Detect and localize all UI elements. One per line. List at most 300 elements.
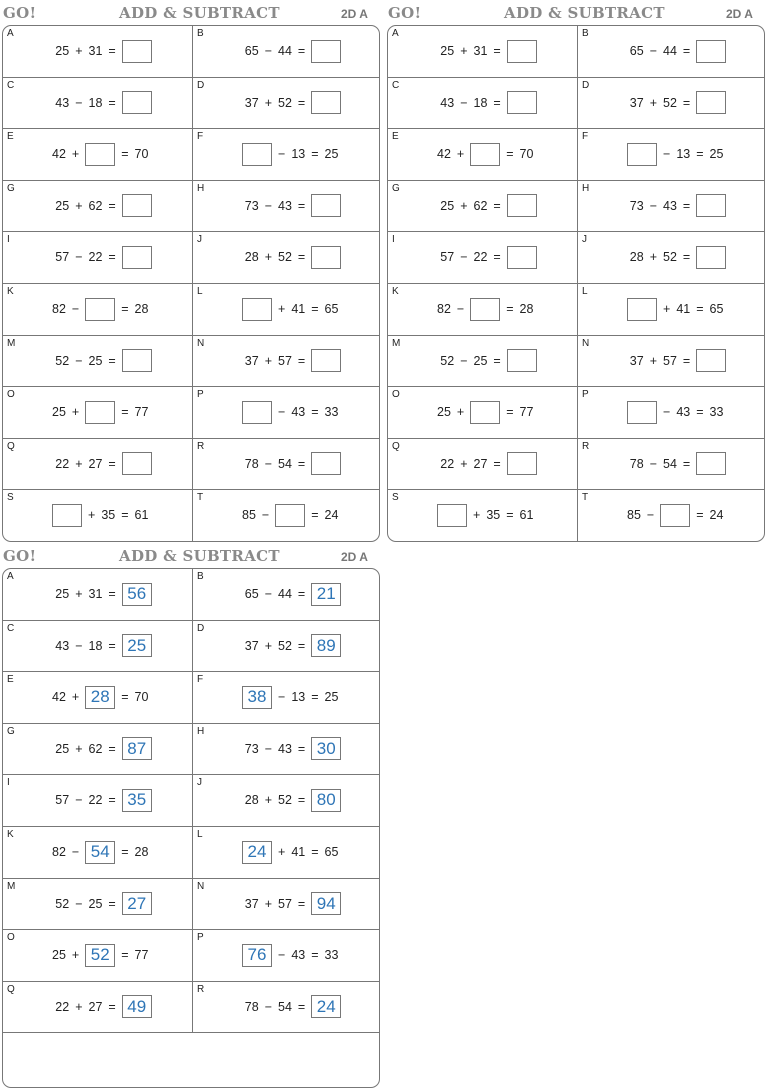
problem-cell <box>192 78 380 130</box>
expression-token: − <box>460 95 468 110</box>
answer-box[interactable] <box>85 298 115 321</box>
problem-cell <box>3 879 192 931</box>
answer-box[interactable]: 28 <box>85 686 115 709</box>
expression-token: = <box>297 999 306 1014</box>
problem-cell <box>388 26 577 78</box>
problem-expression <box>3 889 192 919</box>
answer-box[interactable] <box>660 504 690 527</box>
expression-token: − <box>75 353 83 368</box>
problem-letter: I <box>7 777 10 789</box>
expression-token: 73 <box>244 741 259 756</box>
expression-token: = <box>493 353 501 368</box>
problem-cell <box>3 775 192 827</box>
expression-token: 78 <box>629 456 644 471</box>
expression-token: 37 <box>244 353 259 368</box>
expression-token: 52 <box>278 250 292 265</box>
answer-box[interactable]: 56 <box>122 583 152 606</box>
answer-box[interactable] <box>242 401 272 424</box>
expression-token: = <box>108 587 116 601</box>
problem-cell <box>577 26 765 78</box>
expression-token: = <box>311 302 319 316</box>
problem-cell <box>3 827 192 879</box>
expression-token: − <box>75 793 83 808</box>
problem-letter: P <box>582 389 589 401</box>
problem-expression <box>578 449 765 479</box>
answer-box[interactable]: 35 <box>122 789 152 812</box>
expression-token: 52 <box>663 95 677 110</box>
expression-token: 13 <box>291 690 306 705</box>
answer-box[interactable] <box>696 452 726 475</box>
expression-token: + <box>264 896 272 911</box>
answer-box[interactable] <box>311 246 341 269</box>
problem-expression <box>578 294 765 324</box>
problem-cell <box>388 232 577 284</box>
expression-token: + <box>75 741 83 756</box>
problem-cell <box>3 569 192 621</box>
problem-expression <box>578 191 765 221</box>
problem-expression <box>3 579 192 609</box>
answer-box[interactable]: 80 <box>311 789 341 812</box>
problem-letter: J <box>582 234 587 246</box>
expression-token: 13 <box>676 147 691 162</box>
expression-token: 31 <box>88 587 103 601</box>
expression-token: 57 <box>278 353 292 368</box>
expression-token: 42 <box>52 147 66 162</box>
answer-box[interactable] <box>437 504 467 527</box>
answer-box[interactable]: 30 <box>311 737 341 760</box>
problem-expression <box>3 88 192 118</box>
expression-token: + <box>473 508 481 523</box>
problem-letter: I <box>7 234 10 246</box>
problem-letter: M <box>392 337 401 349</box>
problem-letter: E <box>7 674 14 686</box>
expression-token: = <box>121 508 129 523</box>
worksheet-header <box>1 3 383 25</box>
answer-box[interactable] <box>311 194 341 217</box>
answer-box[interactable] <box>696 91 726 114</box>
expression-token: 57 <box>440 250 455 265</box>
expression-token: − <box>71 845 80 859</box>
problem-expression <box>578 242 765 272</box>
expression-token: 43 <box>676 405 691 420</box>
answer-box[interactable] <box>470 143 500 166</box>
expression-token: 43 <box>278 198 292 213</box>
expression-token: = <box>311 690 319 705</box>
problem-letter: G <box>7 182 15 194</box>
expression-token: 33 <box>324 405 339 420</box>
problem-expression <box>3 191 192 221</box>
problem-letter: A <box>7 571 14 582</box>
problem-expression <box>388 346 577 376</box>
problem-cell <box>388 284 577 336</box>
problem-expression <box>193 397 380 427</box>
problem-letter: K <box>7 829 14 840</box>
answer-box[interactable] <box>627 401 657 424</box>
expression-token: − <box>75 250 83 265</box>
expression-token: = <box>297 44 306 58</box>
expression-token: 65 <box>709 302 724 316</box>
answer-box[interactable] <box>507 452 537 475</box>
expression-token: 77 <box>519 405 534 420</box>
answer-box[interactable] <box>122 40 152 63</box>
answer-box[interactable] <box>507 40 537 63</box>
problem-letter: J <box>197 234 202 246</box>
worksheet-title: ADD & SUBTRACT <box>119 547 280 565</box>
problem-letter: R <box>197 983 205 995</box>
expression-token: 62 <box>88 198 103 213</box>
expression-token: = <box>108 353 116 368</box>
problem-cell <box>3 336 192 388</box>
problem-letter: C <box>7 622 15 634</box>
problem-letter: E <box>7 131 14 143</box>
worksheet-title: ADD & SUBTRACT <box>119 4 280 22</box>
answer-box[interactable] <box>627 298 657 321</box>
expression-token: − <box>75 638 83 653</box>
expression-token: 35 <box>486 508 501 523</box>
expression-token: = <box>121 405 129 420</box>
problem-expression <box>193 889 380 919</box>
go-label: GO! <box>3 4 37 22</box>
answer-box[interactable] <box>122 452 152 475</box>
expression-token: 37 <box>244 638 259 653</box>
problem-expression <box>193 242 380 272</box>
expression-token: = <box>108 198 116 213</box>
expression-token: = <box>108 95 116 110</box>
problem-cell <box>3 129 192 181</box>
answer-box[interactable]: 38 <box>242 686 272 709</box>
problem-expression <box>3 449 192 479</box>
problem-expression <box>578 397 765 427</box>
expression-token: = <box>297 896 306 911</box>
worksheet-header <box>1 546 383 568</box>
expression-token: = <box>108 793 116 808</box>
expression-token: 70 <box>134 690 149 705</box>
expression-token: + <box>649 353 657 368</box>
answer-box[interactable]: 89 <box>311 634 341 657</box>
problem-expression <box>193 449 380 479</box>
expression-token: 52 <box>55 353 70 368</box>
expression-token: = <box>506 302 514 316</box>
problem-cell <box>3 181 192 233</box>
problem-cell <box>577 387 765 439</box>
expression-token: 52 <box>663 250 677 265</box>
worksheet-code: 2D A <box>341 550 368 564</box>
answer-box[interactable] <box>311 40 341 63</box>
problem-letter: I <box>392 234 395 246</box>
problem-cell <box>577 284 765 336</box>
expression-token: 37 <box>629 95 644 110</box>
expression-token: = <box>311 147 319 162</box>
problem-letter: G <box>392 182 400 194</box>
expression-token: + <box>75 587 83 601</box>
expression-token: + <box>460 198 468 213</box>
problem-cell <box>192 336 380 388</box>
expression-token: = <box>311 948 319 963</box>
problem-expression <box>578 139 765 169</box>
answer-box[interactable] <box>507 246 537 269</box>
expression-token: = <box>297 793 306 808</box>
expression-token: 25 <box>55 198 70 213</box>
expression-token: 25 <box>473 353 488 368</box>
answer-box[interactable] <box>122 349 152 372</box>
problem-cell <box>3 78 192 130</box>
problem-letter: L <box>197 829 203 840</box>
answer-box[interactable] <box>85 143 115 166</box>
expression-token: 28 <box>629 250 644 265</box>
expression-token: + <box>75 44 83 58</box>
answer-box[interactable]: 76 <box>242 944 272 967</box>
expression-token: 22 <box>55 999 70 1014</box>
problem-letter: G <box>7 725 15 737</box>
expression-token: = <box>297 587 306 601</box>
answer-box[interactable] <box>696 40 726 63</box>
expression-token: 41 <box>291 302 306 316</box>
expression-token: = <box>682 250 691 265</box>
answer-box[interactable] <box>122 91 152 114</box>
expression-token: = <box>108 999 116 1014</box>
expression-token: 77 <box>134 405 149 420</box>
answer-box[interactable] <box>627 143 657 166</box>
expression-token: 25 <box>88 896 103 911</box>
expression-token: 52 <box>278 638 292 653</box>
expression-token: + <box>71 690 80 705</box>
answer-box[interactable]: 24 <box>242 841 272 864</box>
expression-token: − <box>71 302 80 316</box>
problem-expression <box>193 631 380 661</box>
expression-token: = <box>696 508 704 523</box>
expression-token: + <box>71 147 80 162</box>
expression-token: 18 <box>88 638 103 653</box>
problem-letter: O <box>7 389 15 401</box>
expression-token: = <box>297 456 306 471</box>
problem-expression <box>388 500 577 530</box>
answer-box[interactable] <box>242 143 272 166</box>
expression-token: − <box>75 95 83 110</box>
problem-expression <box>193 837 380 867</box>
expression-token: + <box>264 638 272 653</box>
answer-box[interactable] <box>311 452 341 475</box>
problem-expression <box>193 992 380 1022</box>
expression-token: = <box>311 845 319 859</box>
problem-expression <box>193 294 380 324</box>
expression-token: 57 <box>278 896 292 911</box>
problem-letter: T <box>582 492 589 504</box>
expression-token: 35 <box>101 508 116 523</box>
expression-token: 43 <box>291 948 306 963</box>
problem-expression <box>388 88 577 118</box>
expression-token: 25 <box>88 353 103 368</box>
answer-box[interactable]: 52 <box>85 944 115 967</box>
problem-expression <box>3 992 192 1022</box>
expression-token: 44 <box>278 44 292 58</box>
problem-expression <box>3 682 192 712</box>
expression-token: = <box>108 741 116 756</box>
problem-cell <box>192 387 380 439</box>
problem-expression <box>193 139 380 169</box>
problem-cell <box>577 129 765 181</box>
expression-token: 65 <box>324 845 339 859</box>
answer-box[interactable] <box>242 298 272 321</box>
expression-token: 31 <box>88 44 103 58</box>
answer-box[interactable] <box>85 401 115 424</box>
expression-token: 52 <box>278 793 292 808</box>
expression-token: 33 <box>324 948 339 963</box>
expression-token: = <box>297 353 306 368</box>
answer-box[interactable]: 21 <box>311 583 341 606</box>
problem-expression <box>388 242 577 272</box>
expression-token: 42 <box>437 147 451 162</box>
expression-token: − <box>264 999 272 1014</box>
expression-token: 25 <box>709 147 724 162</box>
expression-token: 70 <box>519 147 534 162</box>
problem-expression <box>3 940 192 970</box>
expression-token: − <box>278 948 286 963</box>
expression-token: 22 <box>55 456 70 471</box>
problem-letter: M <box>7 880 16 892</box>
expression-token: + <box>663 302 671 316</box>
problem-cell <box>192 879 380 931</box>
expression-token: − <box>264 44 272 58</box>
expression-token: 24 <box>324 508 339 523</box>
answer-box[interactable] <box>696 349 726 372</box>
problem-letter: S <box>392 492 399 504</box>
problem-letter: K <box>392 286 399 297</box>
expression-token: = <box>682 95 691 110</box>
problem-expression <box>3 294 192 324</box>
problem-expression <box>3 734 192 764</box>
expression-token: 25 <box>440 198 455 213</box>
expression-token: 73 <box>244 198 259 213</box>
problem-cell <box>388 387 577 439</box>
expression-token: 25 <box>324 147 339 162</box>
expression-token: 62 <box>473 198 488 213</box>
problem-expression <box>578 88 765 118</box>
answer-box[interactable]: 25 <box>122 634 152 657</box>
answer-box[interactable] <box>122 194 152 217</box>
expression-token: 27 <box>473 456 488 471</box>
expression-token: 85 <box>242 508 256 523</box>
problem-cell <box>388 336 577 388</box>
expression-token: 78 <box>244 456 259 471</box>
expression-token: = <box>493 456 501 471</box>
expression-token: + <box>264 793 272 808</box>
problem-cell <box>3 232 192 284</box>
problem-expression <box>3 397 192 427</box>
problem-expression <box>578 36 765 66</box>
answer-box[interactable]: 49 <box>122 995 152 1018</box>
expression-token: + <box>71 948 80 963</box>
answer-box[interactable]: 27 <box>122 892 152 915</box>
answer-box[interactable] <box>696 194 726 217</box>
problem-expression <box>193 940 380 970</box>
expression-token: = <box>311 508 319 523</box>
answer-box[interactable]: 54 <box>85 841 115 864</box>
problem-expression <box>388 449 577 479</box>
problem-expression <box>578 346 765 376</box>
problem-letter: C <box>7 79 15 91</box>
expression-token: 57 <box>55 793 70 808</box>
expression-token: 28 <box>519 302 534 316</box>
problem-cell <box>577 181 765 233</box>
expression-token: 37 <box>629 353 644 368</box>
expression-token: + <box>456 405 465 420</box>
problem-cell <box>577 232 765 284</box>
problem-cell <box>3 672 192 724</box>
expression-token: = <box>696 147 704 162</box>
answer-box[interactable] <box>470 298 500 321</box>
expression-token: 82 <box>52 845 66 859</box>
expression-token: + <box>75 198 83 213</box>
expression-token: = <box>121 948 129 963</box>
answer-box[interactable] <box>507 91 537 114</box>
problem-letter: D <box>582 79 590 91</box>
expression-token: 52 <box>55 896 70 911</box>
expression-token: = <box>297 250 306 265</box>
expression-token: 57 <box>663 353 677 368</box>
problem-expression <box>3 36 192 66</box>
expression-token: = <box>121 302 129 316</box>
answer-box[interactable] <box>52 504 82 527</box>
answer-box[interactable] <box>311 91 341 114</box>
expression-token: − <box>264 456 272 471</box>
expression-token: 70 <box>134 147 149 162</box>
problem-expression <box>193 682 380 712</box>
expression-token: 61 <box>134 508 149 523</box>
answer-box[interactable] <box>122 246 152 269</box>
expression-token: 28 <box>134 302 149 316</box>
answer-box[interactable]: 24 <box>311 995 341 1018</box>
expression-token: 41 <box>291 845 306 859</box>
expression-token: + <box>264 250 272 265</box>
problem-cell <box>388 129 577 181</box>
expression-token: + <box>456 147 465 162</box>
expression-token: + <box>278 845 286 859</box>
expression-token: + <box>71 405 80 420</box>
expression-token: 65 <box>324 302 339 316</box>
expression-token: 41 <box>676 302 691 316</box>
problem-expression <box>193 579 380 609</box>
expression-token: 25 <box>55 44 70 58</box>
expression-token: 25 <box>440 44 455 58</box>
answer-box[interactable] <box>696 246 726 269</box>
answer-box[interactable] <box>311 349 341 372</box>
problem-cell <box>577 439 765 491</box>
expression-token: 85 <box>627 508 641 523</box>
expression-token: + <box>649 95 657 110</box>
answer-box[interactable] <box>275 504 305 527</box>
problem-letter: B <box>582 28 589 39</box>
expression-token: 25 <box>437 405 451 420</box>
expression-token: 31 <box>473 44 488 58</box>
problem-letter: O <box>392 389 400 401</box>
problem-cell <box>388 78 577 130</box>
expression-token: − <box>649 44 657 58</box>
problem-expression <box>388 139 577 169</box>
expression-token: 43 <box>278 741 292 756</box>
answer-box[interactable]: 94 <box>311 892 341 915</box>
answer-box[interactable] <box>470 401 500 424</box>
answer-box[interactable] <box>507 194 537 217</box>
expression-token: 28 <box>244 793 259 808</box>
expression-token: = <box>297 95 306 110</box>
problem-letter: K <box>7 286 14 297</box>
expression-token: − <box>646 508 655 523</box>
expression-token: = <box>121 690 129 705</box>
answer-box[interactable]: 87 <box>122 737 152 760</box>
expression-token: = <box>682 353 691 368</box>
problem-expression <box>3 837 192 867</box>
answer-box[interactable] <box>507 349 537 372</box>
